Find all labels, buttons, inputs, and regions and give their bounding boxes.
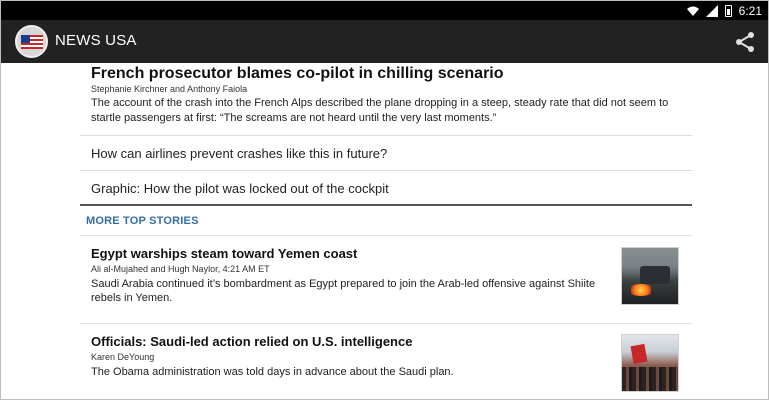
crowd-image-shape (622, 367, 678, 391)
battery-icon (725, 5, 732, 17)
vehicle-image-shape (640, 266, 670, 284)
flag-image-shape (631, 344, 648, 364)
news-content (1, 63, 769, 400)
status-bar (1, 1, 769, 20)
fire-image-shape (628, 284, 654, 296)
related-link-label[interactable]: How can airlines prevent crashes like this in future? (91, 146, 388, 161)
app-logo[interactable] (15, 25, 48, 58)
story-summary: Saudi Arabia continued it’s bombardment as Egypt prepared to join the Arab-led offensive against Shiite rebels in Yemen. (91, 278, 596, 304)
story-item[interactable] (80, 324, 692, 400)
story-thumbnail[interactable] (621, 334, 679, 392)
story-item[interactable] (80, 236, 692, 322)
flag-icon (21, 35, 43, 49)
lead-byline: Stephanie Kirchner and Anthony Faiola (91, 84, 248, 94)
signal-icon (706, 5, 718, 17)
section-title: MORE TOP STORIES (86, 215, 199, 227)
app-title: NEWS USA (55, 32, 137, 49)
story-summary: The Obama administration was told days in advance about the Saudi plan. (91, 366, 454, 378)
status-icons (687, 3, 762, 18)
status-time: 6:21 (738, 3, 762, 18)
story-thumbnail[interactable] (621, 247, 679, 305)
story-meta: Ali al-Mujahed and Hugh Naylor, 4:21 AM ET (91, 264, 270, 274)
story-headline[interactable]: Egypt warships steam toward Yemen coast (91, 246, 358, 261)
lead-summary: The account of the crash into the French Alps described the plane dropping in a steep, steady rate that did not seem to startle passengers at first: “The screams are not heard until the very last moments.” (91, 97, 669, 124)
related-link[interactable] (80, 170, 692, 206)
lead-headline[interactable]: French prosecutor blames co-pilot in chilling scenario (91, 65, 504, 82)
story-meta: Karen DeYoung (91, 352, 155, 362)
related-link-label[interactable]: Graphic: How the pilot was locked out of the cockpit (91, 181, 389, 196)
share-icon[interactable] (734, 31, 756, 53)
app-bar (1, 20, 769, 63)
wifi-icon (687, 5, 699, 17)
related-link[interactable] (80, 135, 692, 170)
story-headline[interactable]: Officials: Saudi-led action relied on U.S. intelligence (91, 334, 413, 349)
